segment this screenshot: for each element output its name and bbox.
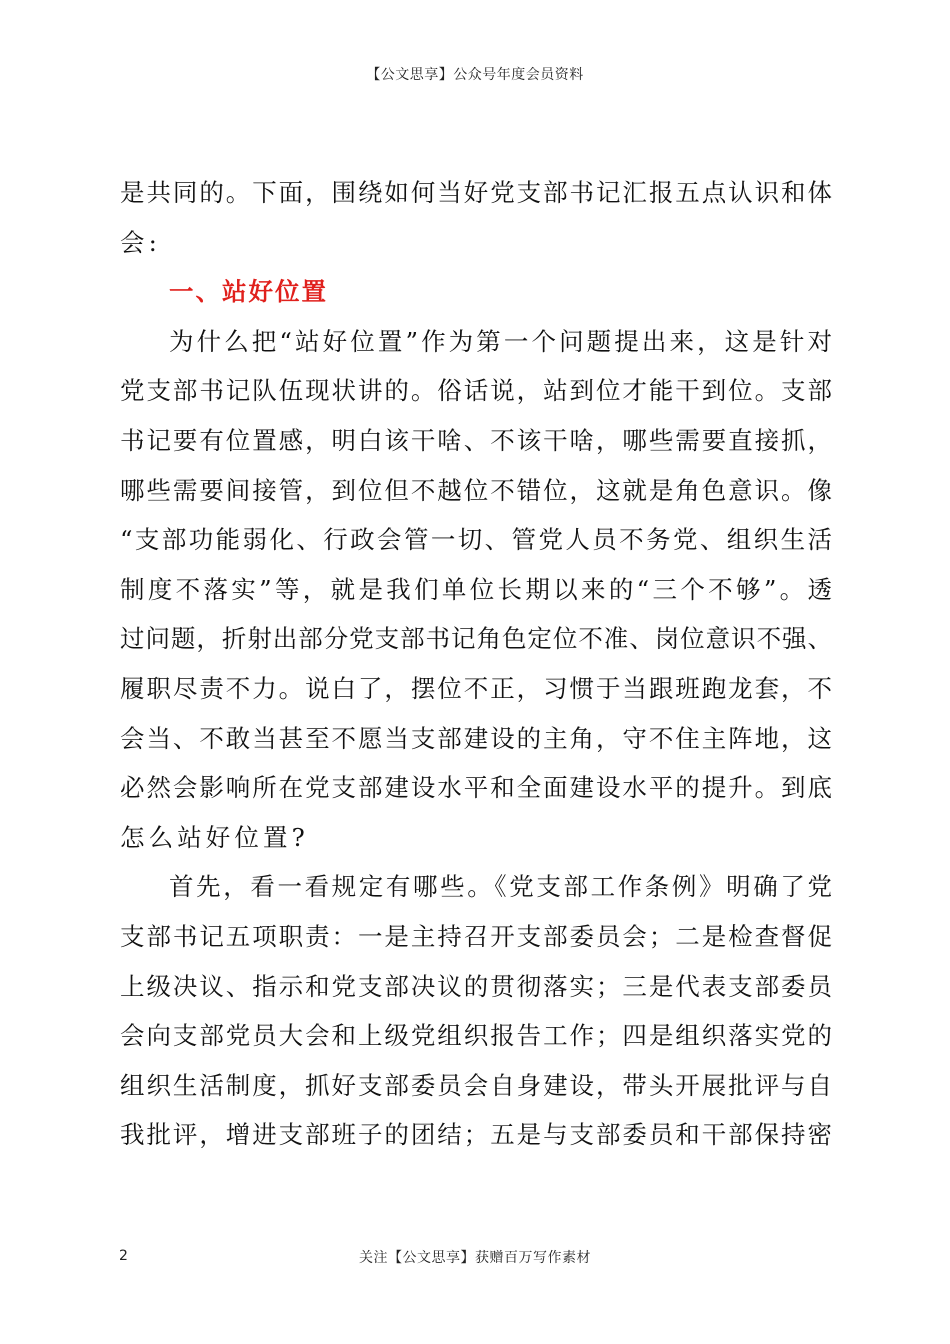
section-heading: 一、站好位置	[169, 277, 328, 307]
page-number: 2	[119, 1248, 128, 1264]
paragraph-line: 首先，看一看规定有哪些。《党支部工作条例》明确了党	[169, 872, 832, 902]
paragraph-line: 组织生活制度，抓好支部委员会自身建设，带头开展批评与自	[120, 1070, 832, 1100]
paragraph-line: 是共同的。下面，围绕如何当好党支部书记汇报五点认识和体	[120, 178, 832, 207]
paragraph-line: 制度不落实”等，就是我们单位长期以来的“三个不够”。透	[120, 574, 832, 604]
paragraph-line: 履职尽责不力。说白了，摆位不正，习惯于当跟班跑龙套，不	[120, 673, 832, 703]
paragraph-line: 会:	[120, 227, 161, 257]
paragraph-line: 为什么把“站好位置”作为第一个问题提出来，这是针对	[169, 326, 832, 356]
body-text	[120, 168, 832, 1160]
paragraph-line: 书记要有位置感，明白该干啥、不该干啥，哪些需要直接抓，	[120, 425, 832, 455]
paragraph-line: 上级决议、指示和党支部决议的贯彻落实；三是代表支部委员	[120, 971, 832, 1001]
paragraph-line: 哪些需要间接管，到位但不越位不错位，这就是角色意识。像	[120, 475, 832, 505]
paragraph-line: 我批评，增进支部班子的团结；五是与支部委员和干部保持密	[120, 1120, 832, 1150]
paragraph-line: 过问题，折射出部分党支部书记角色定位不准、岗位意识不强、	[120, 624, 832, 654]
paragraph-line: 必然会影响所在党支部建设水平和全面建设水平的提升。到底	[120, 773, 832, 803]
page-header: 【公文思享】公众号年度会员资料	[366, 67, 584, 83]
paragraph-line: 党支部书记队伍现状讲的。俗话说，站到位才能干到位。支部	[120, 376, 832, 406]
page-footer: 关注【公文思享】获赠百万写作素材	[359, 1250, 591, 1266]
paragraph-line: “支部功能弱化、行政会管一切、管党人员不务党、组织生活	[120, 525, 832, 555]
paragraph-line: 会向支部党员大会和上级党组织报告工作；四是组织落实党的	[120, 1021, 832, 1051]
paragraph-line: 会当、不敢当甚至不愿当支部建设的主角，守不住主阵地，这	[120, 723, 832, 753]
paragraph-line: 支部书记五项职责：一是主持召开支部委员会；二是检查督促	[120, 921, 832, 951]
paragraph-line: 怎么站好位置?	[120, 822, 309, 852]
